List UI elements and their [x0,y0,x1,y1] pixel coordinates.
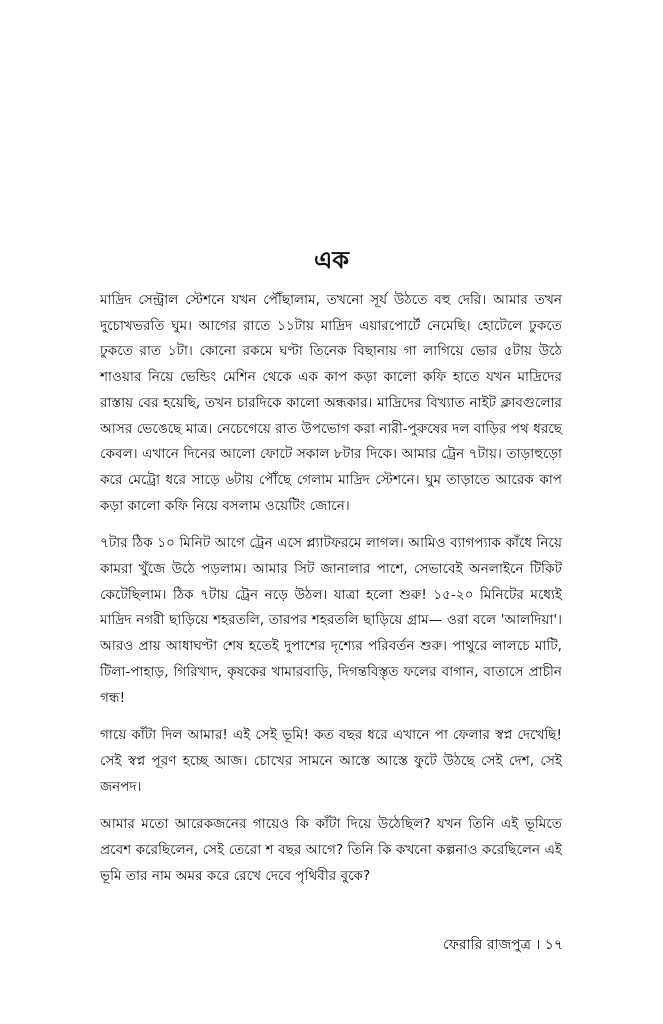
paragraph-1: মাদ্রিদ সেন্ট্রাল স্টেশনে যখন পৌঁছালাম, তখনো সূর্য উঠতে বহু দেরি। আমার তখন দুচোখভরতি ঘুম। আগের রাতে ১১টায় মাদ্রিদ এয়ারপোর্টে নেমেছি। হোটেলে ঢুকতে ঢুকতে রাত ১টা। কোনো রকমে ঘণ্টা তিনেক বিছানায় গা লাগিয়ে ভোর ৫টায় উঠে শাওয়ার নিয়ে ভেন্ডিং মেশিন থেকে এক কাপ কড়া কালো কফি হাতে যখন মাদ্রিদের রাস্তায় বের হয়েছি, তখন চারদিকে কালো অন্ধকার। মাদ্রিদের বিখ্যাত নাইট ক্লাবগুলোর আসর ভেঙেছে মাত্র। নেচেগেয়ে রাত উপভোগ করা নারী-পুরুষের দল বাড়ির পথ ধরছে কেবল। এখানে দিনের আলো ফোটে সকাল ৮টার দিকে। আমার ট্রেন ৭টায়। তাড়াহুড়ো করে মেট্রো ধরে সাড়ে ৬টায় পৌঁছে গেলাম মাদ্রিদ স্টেশনে। ঘুম তাড়াতে আরেক কাপ কড়া কালো কফি নিয়ে বসলাম ওয়েটিং জোনে। [100,292,562,514]
running-footer: ফেরারি রাজপুত্র । ১৭ [443,937,563,953]
paragraph-2: ৭টার ঠিক ১০ মিনিট আগে ট্রেন এসে প্ল্যাটফরমে লাগল। আমিও ব্যাগপ্যাক কাঁধে নিয়ে কামরা খুঁজে উঠে পড়লাম। আমার সিট জানালার পাশে, সেভাবেই অনলাইনে টিকিট কেটেছিলাম। ঠিক ৭টায় ট্রেন নড়ে উঠল। যাত্রা হলো শুরু! ১৫-২০ মিনিটের মধ্যেই মাদ্রিদ নগরী ছাড়িয়ে শহরতলি, তারপর শহরতলি ছাড়িয়ে গ্রাম— ওরা বলে 'আলদিয়া'। আরও প্রায় আধাঘণ্টা শেষ হতেই দুপাশের দৃশ্যের পরিবর্তন শুরু। পাথুরে লালচে মাটি, টিলা-পাহাড়, গিরিখাদ, কৃষকের খামারবাড়ি, দিগন্তবিস্তৃত ফলের বাগান, বাতাসে প্রাচীন গন্ধ! [100,535,562,706]
chapter-body [100,288,562,901]
chapter-title: এক [313,246,350,274]
paragraph-3: গায়ে কাঁটা দিল আমার! এই সেই ভূমি! কত বছর ধরে এখানে পা ফেলার স্বপ্ন দেখেছি! সেই স্বপ্ন পূরণ হচ্ছে আজ। চোখের সামনে আস্তে আস্তে ফুটে উঠছে সেই দেশ, সেই জনপদ। [100,727,562,795]
paragraph-4: আমার মতো আরেকজনের গায়েও কি কাঁটা দিয়ে উঠেছিল? যখন তিনি এই ভূমিতে প্রবেশ করেছিলেন, সেই তেরো শ বছর আগে? তিনি কি কখনো কল্পনাও করেছিলেন এই ভূমি তার নাম অমর করে রেখে দেবে পৃথিবীর বুকে? [100,816,562,884]
